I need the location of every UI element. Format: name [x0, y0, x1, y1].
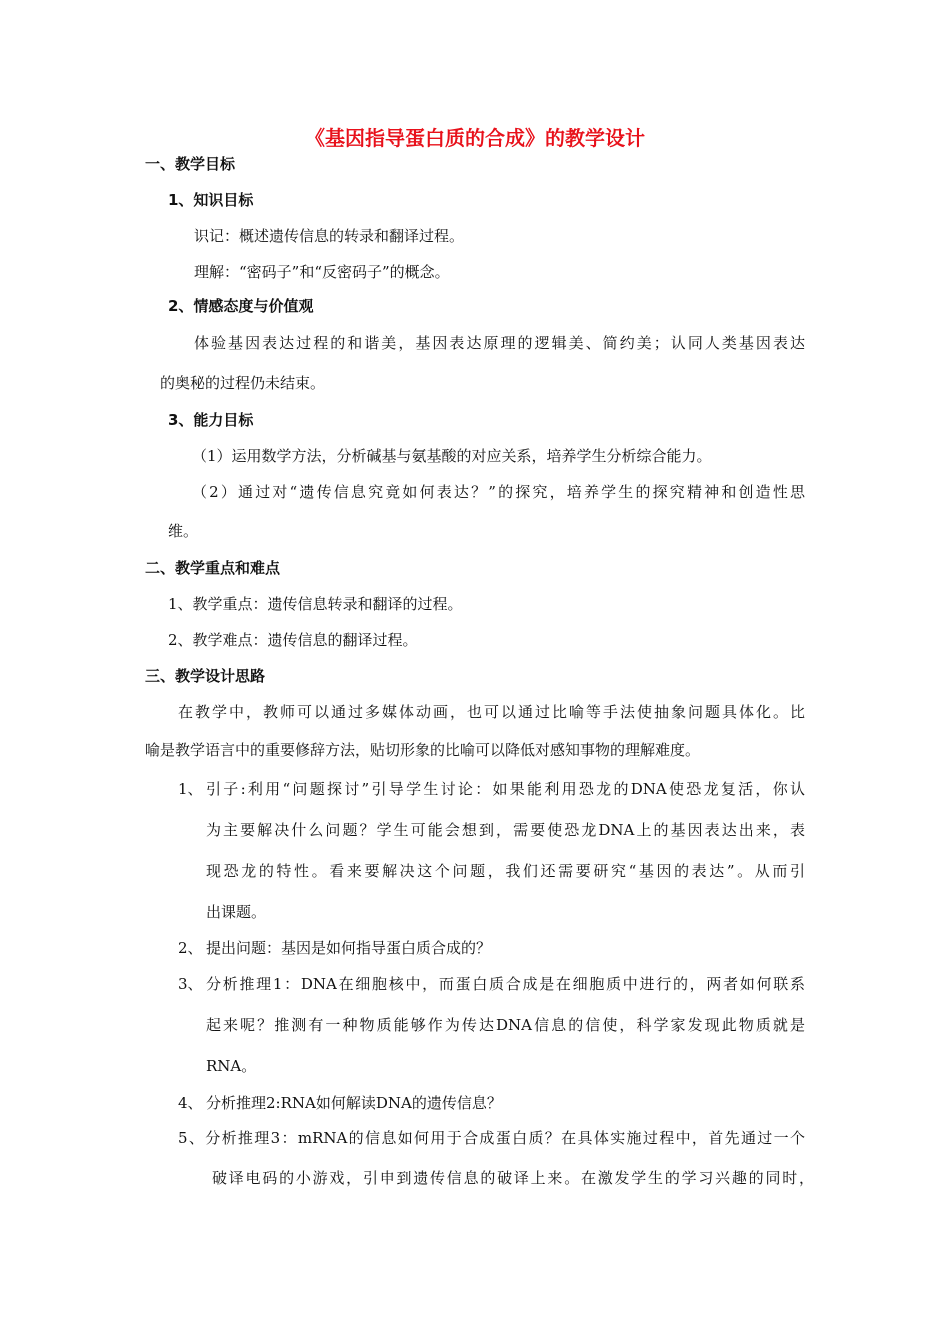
design-intro-line-1: 在教学中，教师可以通过多媒体动画，也可以通过比喻等手法使抽象问题具体化。比	[178, 703, 805, 721]
emotion-line-1: 体验基因表达过程的和谐美，基因表达原理的逻辑美、简约美；认同人类基因表达	[194, 334, 805, 352]
key-point-line: 1、教学重点：遗传信息转录和翻译的过程。	[168, 595, 463, 613]
section-heading-objectives: 一、教学目标	[145, 155, 236, 173]
list-number-3: 3、	[178, 975, 203, 993]
knowledge-line-1: 识记：概述遗传信息的转录和翻译过程。	[194, 227, 465, 245]
emotion-line-2: 的奥秘的过程仍未结束。	[160, 374, 326, 392]
subheading-emotion: 2、情感态度与价值观	[168, 297, 314, 315]
item4-line-1: 分析推理2:RNA如何解读DNA的遗传信息？	[206, 1094, 502, 1112]
subheading-ability: 3、能力目标	[168, 411, 254, 429]
ability-line-1: （1）运用数学方法，分析碱基与氨基酸的对应关系，培养学生分析综合能力。	[192, 447, 712, 465]
item5-line-1: 5、分析推理3：mRNA的信息如何用于合成蛋白质？在具体实施过程中，首先通过一个	[178, 1129, 805, 1147]
document-title: 《基因指导蛋白质的合成》的教学设计	[305, 126, 645, 150]
ability-line-2: （2）通过对“遗传信息究竟如何表达？”的探究，培养学生的探究精神和创造性思	[192, 483, 805, 501]
item3-line-3: RNA。	[206, 1057, 257, 1075]
list-number-1: 1、	[178, 780, 203, 798]
difficulty-line: 2、教学难点：遗传信息的翻译过程。	[168, 631, 418, 649]
item1-line-4: 出课题。	[206, 903, 267, 921]
item2-line-1: 提出问题：基因是如何指导蛋白质合成的？	[206, 939, 492, 957]
item5-line-2: 破译电码的小游戏，引申到遗传信息的破译上来。在激发学生的学习兴趣的同时，	[212, 1169, 814, 1187]
section-heading-key-points: 二、教学重点和难点	[145, 559, 281, 577]
item3-line-1: 分析推理1：DNA在细胞核中，而蛋白质合成是在细胞质中进行的，两者如何联系	[206, 975, 805, 993]
item3-line-2: 起来呢？推测有一种物质能够作为传达DNA信息的信使，科学家发现此物质就是	[206, 1016, 805, 1034]
design-intro-line-2: 喻是教学语言中的重要修辞方法，贴切形象的比喻可以降低对感知事物的理解难度。	[145, 741, 701, 759]
knowledge-line-2: 理解：“密码子”和“反密码子”的概念。	[194, 263, 450, 281]
item1-line-1: 引子:利用“问题探讨”引导学生讨论：如果能利用恐龙的DNA使恐龙复活，你认	[206, 780, 805, 798]
ability-line-3: 维。	[168, 522, 199, 540]
list-number-2: 2、	[178, 939, 203, 957]
item1-line-3: 现恐龙的特性。看来要解决这个问题，我们还需要研究“基因的表达”。从而引	[206, 862, 805, 880]
section-heading-design: 三、教学设计思路	[145, 667, 266, 685]
list-number-4: 4、	[178, 1094, 203, 1112]
subheading-knowledge: 1、知识目标	[168, 191, 254, 209]
item1-line-2: 为主要解决什么问题？学生可能会想到，需要使恐龙DNA上的基因表达出来，表	[206, 821, 805, 839]
